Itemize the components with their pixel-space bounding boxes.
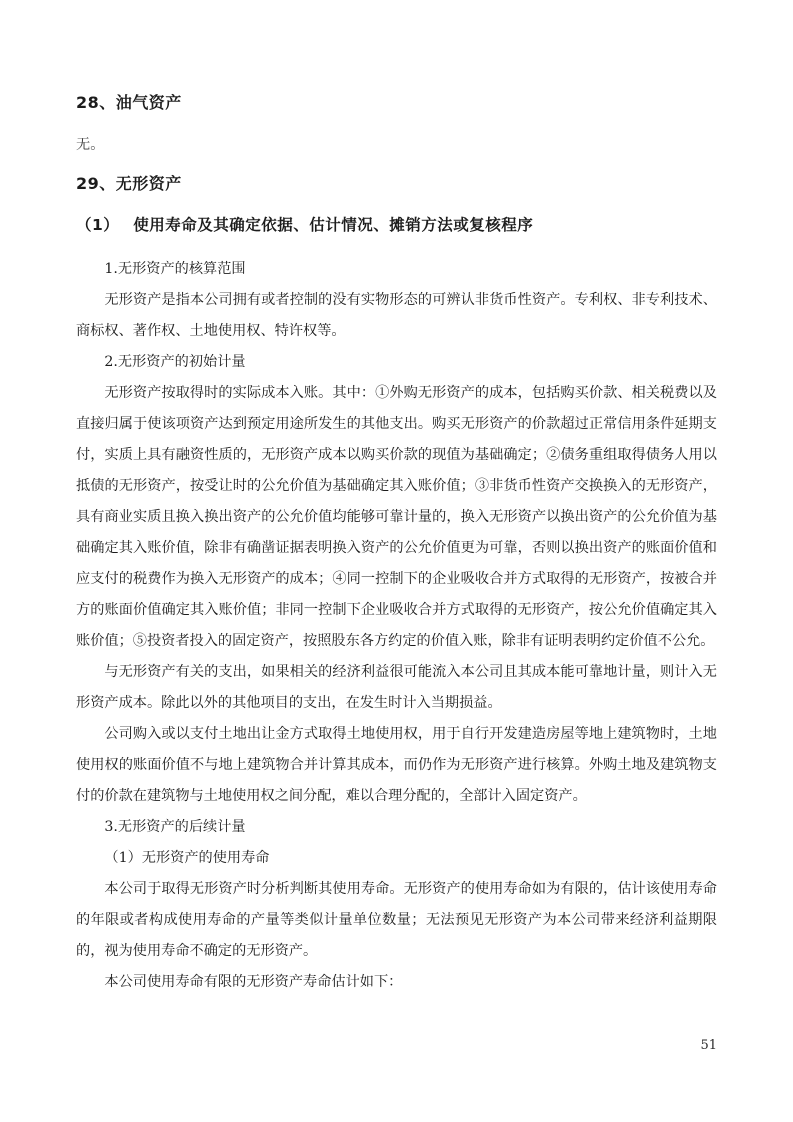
paragraph-land-use-rights: 公司购入或以支付土地出让金方式取得土地使用权，用于自行开发建造房屋等地上建筑物时，土地使用权的账面价值不与地上建筑物合并计算其成本，而仍作为无形资产进行核算。外购土地及建筑物支付的价款在建筑物与土地使用权之间分配，难以合理分配的，全部计入固定资产。 — [76, 726, 717, 804]
paragraph-useful-life-body: 本公司于取得无形资产时分析判断其使用寿命。无形资产的使用寿命如为有限的，估计该使用寿命的年限或者构成使用寿命的产量等类似计量单位数量；无法预见无形资产为本公司带来经济利益期限的，视为使用寿命不确定的无形资产。 — [76, 881, 717, 959]
paragraph-subsequent-measurement-title: 3.无形资产的后续计量 — [104, 819, 246, 835]
paragraph-accounting-scope-body: 无形资产是指本公司拥有或者控制的没有实物形态的可辨认非货币性资产。专利权、非专利技术、商标权、著作权、土地使用权、特许权等。 — [76, 292, 717, 339]
subsection-heading — [76, 215, 717, 235]
none-text: 无。 — [76, 137, 105, 153]
paragraph-initial-measurement-body: 无形资产按取得时的实际成本入账。其中：①外购无形资产的成本，包括购买价款、相关税费以及直接归属于使该项资产达到预定用途所发生的其他支出。购买无形资产的价款超过正常信用条件延期支付，实质上具有融资性质的，无形资产成本以购买价款的现值为基础确定；②债务重组取得债务人用以抵债的无形资产，按受让时的公允价值为基础确定其入账价值；③非货币性资产交换换入的无形资产，具有商业实质且换入换出资产的公允价值均能够可靠计量的，换入无形资产以换出资产的公允价值为基础确定其入账价值，除非有确凿证据表明换入资产的公允价值更为可靠，否则以换出资产的账面价值和应支付的税费作为换入无形资产的成本；④同一控制下的企业吸收合并方式取得的无形资产，按被合并方的账面价值确定其入账价值；非同一控制下企业吸收合并方式取得的无形资产，按公允价值确定其入账价值；⑤投资者投入的固定资产，按照股东各方约定的价值入账，除非有证明表明约定价值不公允。 — [76, 385, 717, 649]
paragraph-useful-life-title: （1）无形资产的使用寿命 — [104, 850, 270, 866]
subsection-number: （1） — [76, 216, 120, 234]
paragraph-related-expenditure: 与无形资产有关的支出，如果相关的经济利益很可能流入本公司且其成本能可靠地计量，则计入无形资产成本。除此以外的其他项目的支出，在发生时计入当期损益。 — [76, 664, 717, 711]
paragraph-accounting-scope-title: 1.无形资产的核算范围 — [104, 261, 246, 277]
paragraph-useful-life-estimate-intro: 本公司使用寿命有限的无形资产寿命估计如下： — [104, 974, 403, 990]
paragraph-initial-measurement-title: 2.无形资产的初始计量 — [104, 354, 246, 370]
section-heading-intangible: 29、无形资产 — [76, 174, 182, 193]
section-heading-oil-gas: 28、油气资产 — [76, 93, 182, 112]
page-number: 51 — [700, 1038, 717, 1053]
body-text — [76, 254, 717, 998]
subsection-title: 使用寿命及其确定依据、估计情况、摊销方法或复核程序 — [133, 216, 534, 234]
